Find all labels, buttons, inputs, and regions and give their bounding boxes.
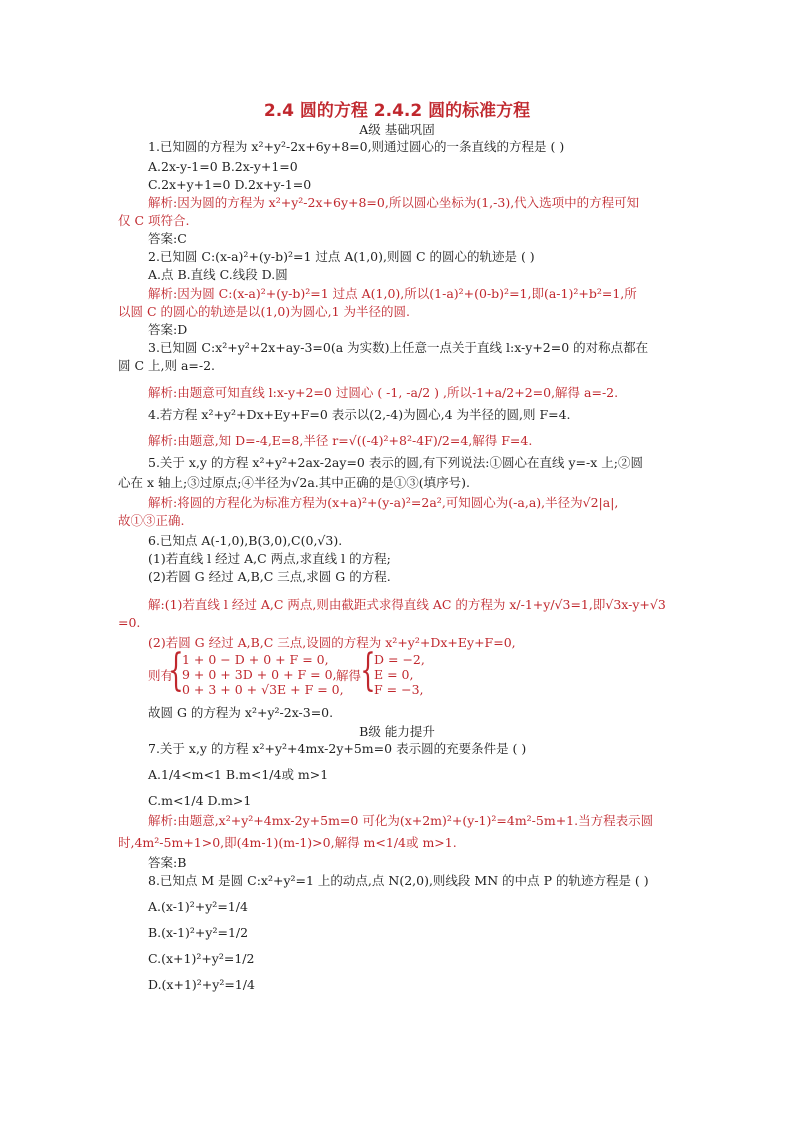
q7-options-ab: A.1/4<m<1 B.m<1/4或 m>1 (148, 767, 329, 782)
q6-part1: (1)若直线 l 经过 A,C 两点,求直线 l 的方程; (148, 551, 391, 566)
q7-analysis-line2: 时,4m²-5m+1>0,即(4m-1)(m-1)>0,解得 m<1/4或 m>1. (118, 835, 457, 850)
q6-eq2: 9 + 0 + 3D + 0 + F = 0, (182, 667, 337, 682)
q1-options-ab: A.2x-y-1=0 B.2x-y+1=0 (148, 159, 298, 174)
q7-answer: 答案:B (148, 855, 187, 870)
q2-answer: 答案:D (148, 322, 188, 337)
q6-result-f: F = −3, (374, 682, 424, 697)
q1-analysis-line1: 解析:因为圆的方程为 x²+y²-2x+6y+8=0,所以圆心坐标为(1,-3),代入选项中的方程可知 (148, 195, 640, 210)
q6-solve-label: 解得 (336, 668, 362, 683)
q2-options: A.点 B.直线 C.线段 D.圆 (148, 267, 288, 282)
q6-solution1-line1: 解:(1)若直线 l 经过 A,C 两点,则由截距式求得直线 AC 的方程为 x/-1+y/√3=1,即√3x-y+√3 (148, 597, 666, 612)
q3-analysis-post: ,所以-1+a/2+2=0,解得 a=-2. (442, 385, 619, 400)
q3-analysis (148, 384, 708, 402)
q2-stem: 2.已知圆 C:(x-a)²+(y-b)²=1 过点 A(1,0),则圆 C 的圆心的轨迹是 ( ) (148, 249, 535, 264)
q5-stem-line2: 心在 x 轴上;③过原点;④半径为√2a.其中正确的是①③(填序号). (118, 475, 470, 490)
q3-stem-line2: 圆 C 上,则 a=-2. (118, 358, 216, 373)
q1-stem: 1.已知圆的方程为 x²+y²-2x+6y+8=0,则通过圆心的一条直线的方程是 ( ) (148, 139, 565, 154)
q3-center-point: ( -1, -a/2 ) (377, 385, 439, 400)
left-brace-icon: { (360, 645, 376, 696)
q2-analysis-line1: 解析:因为圆 C:(x-a)²+(y-b)²=1 过点 A(1,0),所以(1-a)²+(0-b)²=1,即(a-1)²+b²=1,所 (148, 286, 637, 301)
q6-solution2: (2)若圆 G 经过 A,B,C 三点,设圆的方程为 x²+y²+Dx+Ey+F=0, (148, 635, 516, 650)
q4-analysis: 解析:由题意,知 D=-4,E=8,半径 r=√((-4)²+8²-4F)/2=4,解得 F=4. (148, 433, 533, 448)
q5-analysis-line2: 故①③正确. (118, 513, 185, 528)
q7-analysis-line1: 解析:由题意,x²+y²+4mx-2y+5m=0 可化为(x+2m)²+(y-1)²=4m²-5m+1.当方程表示圆 (148, 813, 654, 828)
q8-option-c: C.(x+1)²+y²=1/2 (148, 951, 255, 966)
left-brace-icon: { (168, 645, 184, 696)
q6-part2: (2)若圆 G 经过 A,B,C 三点,求圆 G 的方程. (148, 569, 391, 584)
q3-stem-line1: 3.已知圆 C:x²+y²+2x+ay-3=0(a 为实数)上任意一点关于直线 l:x-y+2=0 的对称点都在 (148, 340, 649, 355)
q5-analysis-line1: 解析:将圆的方程化为标准方程为(x+a)²+(y-a)²=2a²,可知圆心为(-a,a),半径为√2|a|, (148, 495, 619, 510)
q7-options-cd: C.m<1/4 D.m>1 (148, 793, 252, 808)
q6-result-e: E = 0, (374, 667, 414, 682)
q6-stem: 6.已知点 A(-1,0),B(3,0),C(0,√3). (148, 533, 343, 548)
section-a-heading: A级 基础巩固 (359, 122, 435, 137)
q6-eq3: 0 + 3 + 0 + √3E + F = 0, (182, 682, 344, 697)
q6-conclusion: 故圆 G 的方程为 x²+y²-2x-3=0. (148, 705, 334, 720)
q3-analysis-pre: 解析:由题意可知直线 l:x-y+2=0 过圆心 (148, 385, 374, 400)
q5-stem-line1: 5.关于 x,y 的方程 x²+y²+2ax-2ay=0 表示的圆,有下列说法:①圆心在直线 y=-x 上;②圆 (148, 455, 643, 470)
page-title: 2.4 圆的方程 2.4.2 圆的标准方程 (263, 101, 531, 121)
q8-option-d: D.(x+1)²+y²=1/4 (148, 977, 255, 992)
q1-analysis-line2: 仅 C 项符合. (118, 213, 190, 228)
q1-answer: 答案:C (148, 231, 187, 246)
q8-stem: 8.已知点 M 是圆 C:x²+y²=1 上的动点,点 N(2,0),则线段 MN 的中点 P 的轨迹方程是 ( ) (148, 873, 649, 888)
q7-stem: 7.关于 x,y 的方程 x²+y²+4mx-2y+5m=0 表示圆的充要条件是 ( ) (148, 741, 527, 756)
q8-option-b: B.(x-1)²+y²=1/2 (148, 925, 249, 940)
q6-equation-system (148, 645, 548, 700)
q6-then-label: 则有 (148, 668, 174, 683)
q8-option-a: A.(x-1)²+y²=1/4 (148, 899, 248, 914)
q6-eq1: 1 + 0 − D + 0 + F = 0, (182, 652, 329, 667)
q6-result-d: D = −2, (374, 652, 425, 667)
q2-analysis-line2: 以圆 C 的圆心的轨迹是以(1,0)为圆心,1 为半径的圆. (118, 304, 411, 319)
q4-stem: 4.若方程 x²+y²+Dx+Ey+F=0 表示以(2,-4)为圆心,4 为半径的圆,则 F=4. (148, 407, 571, 422)
q1-options-cd: C.2x+y+1=0 D.2x+y-1=0 (148, 177, 312, 192)
section-b-heading: B级 能力提升 (359, 724, 435, 739)
q6-solution1-line2: =0. (118, 615, 141, 630)
